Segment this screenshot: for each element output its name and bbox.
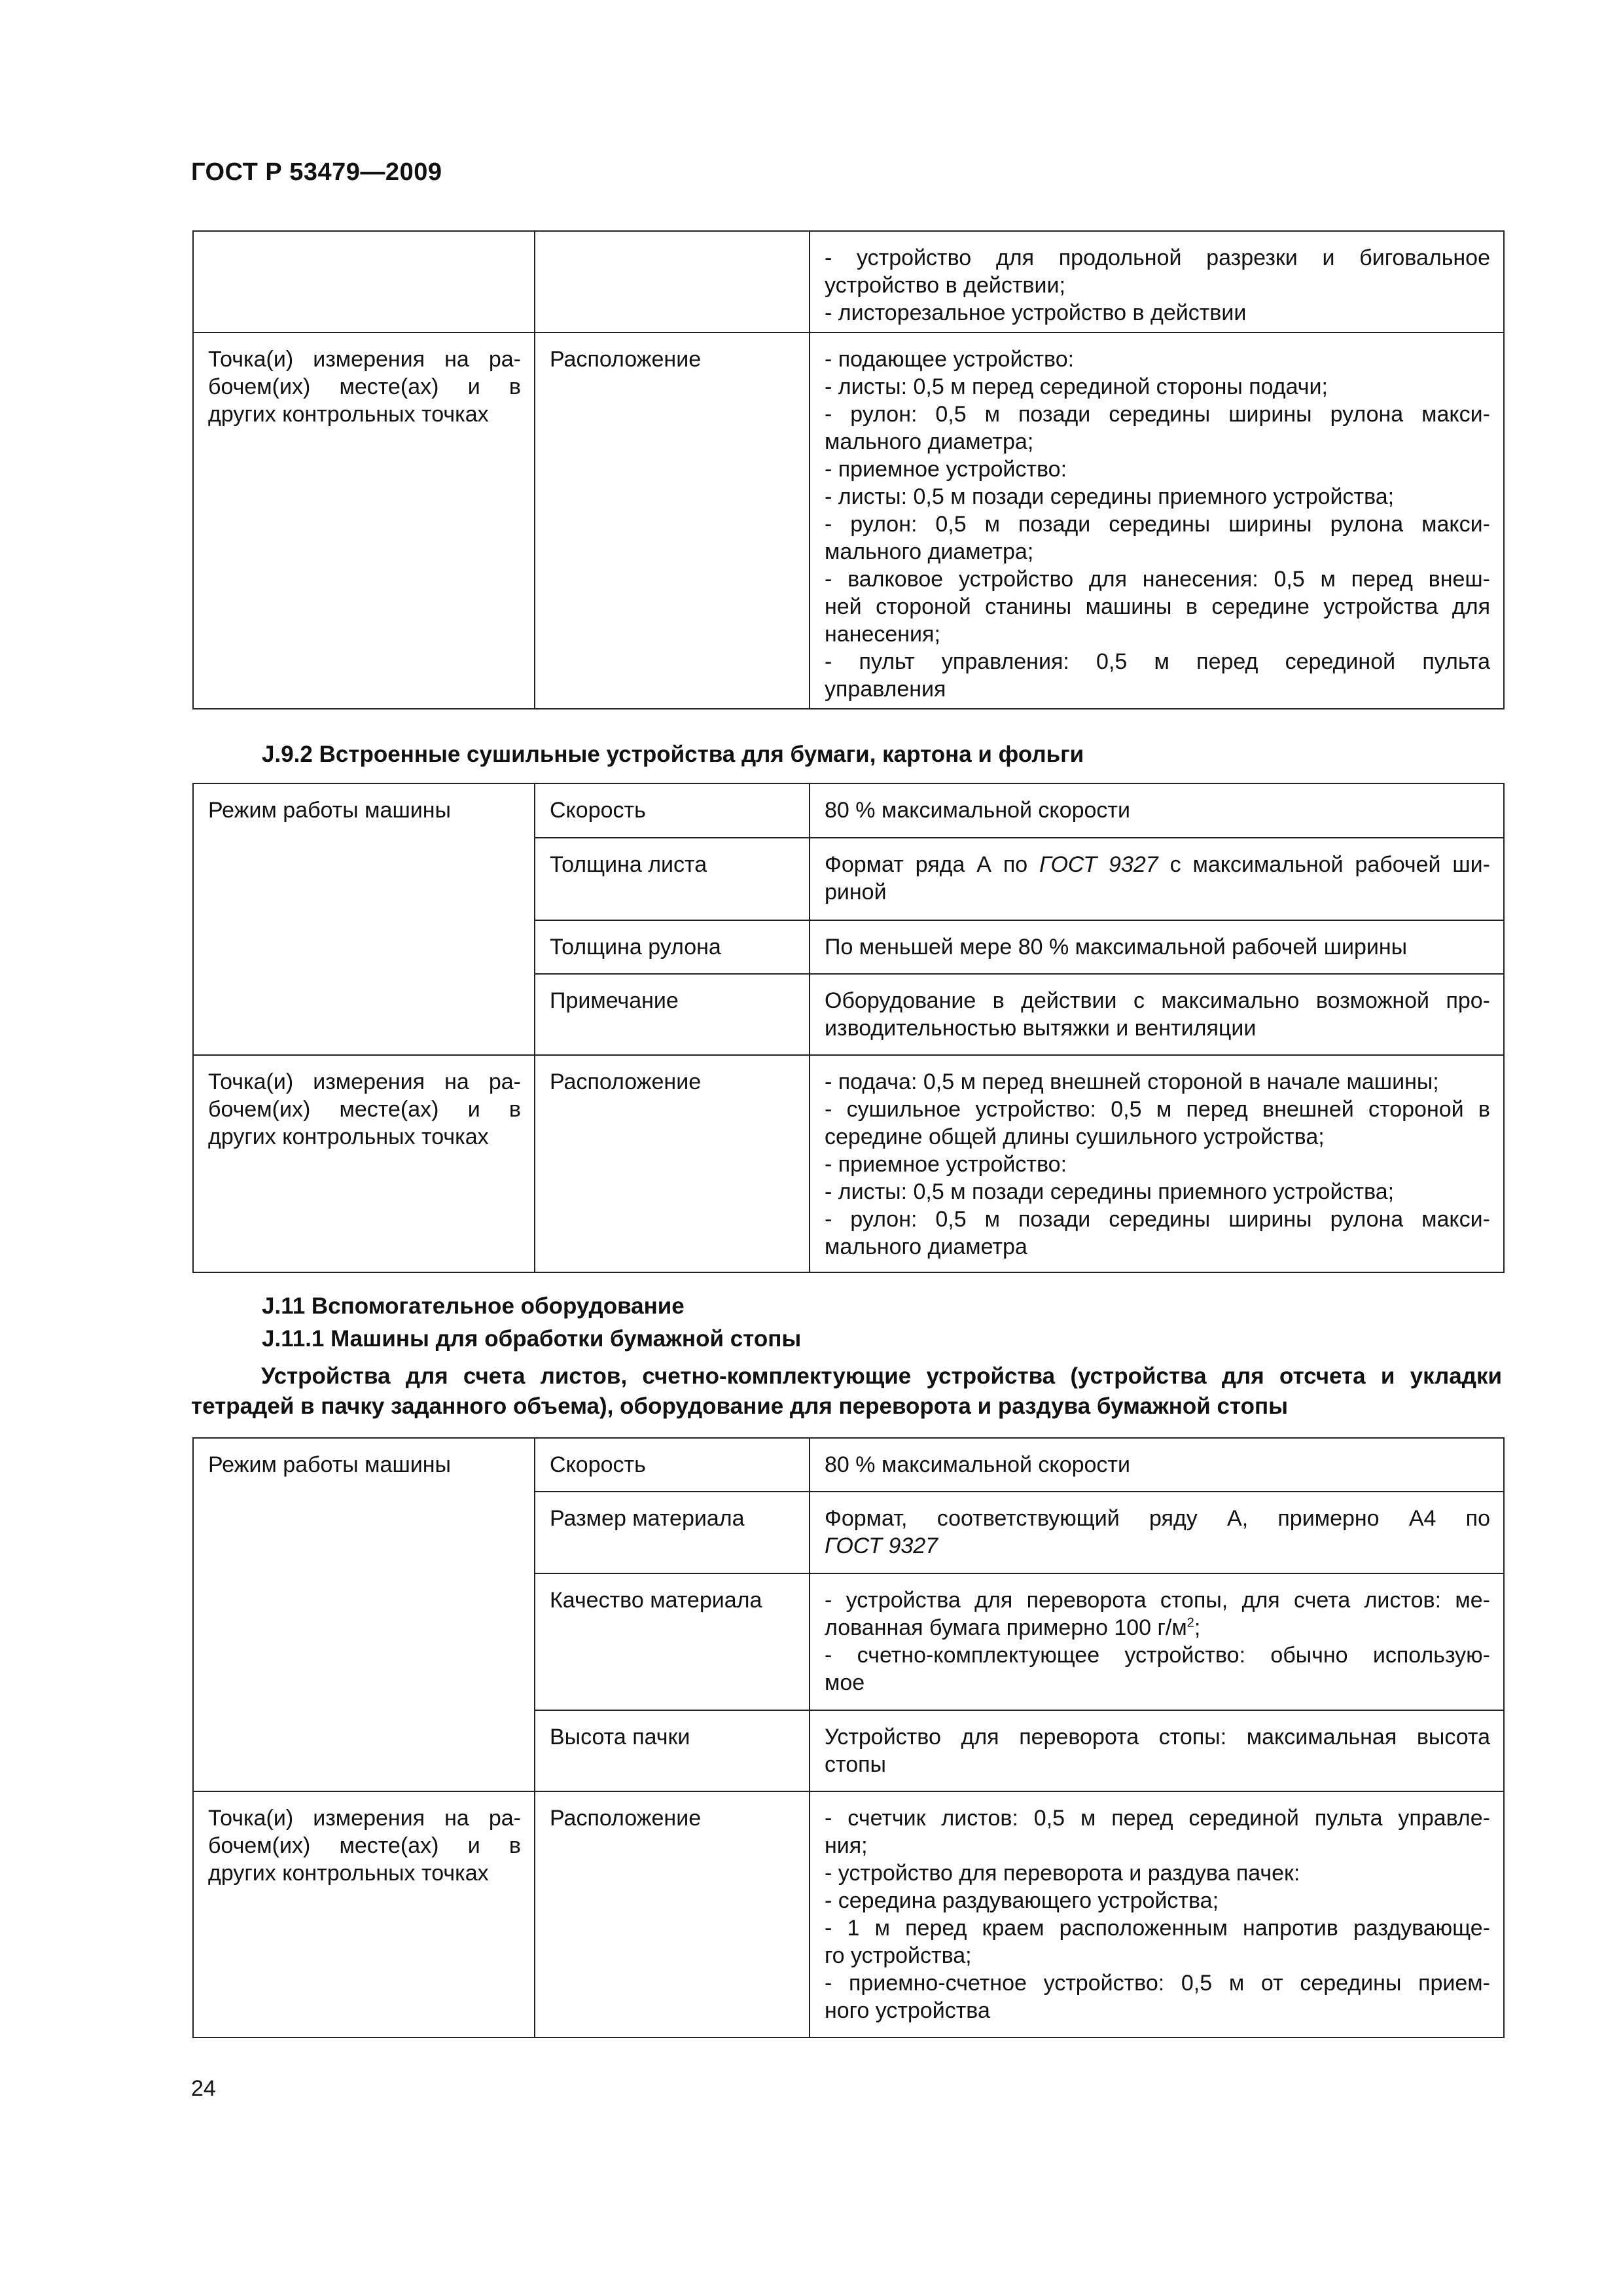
table-3 [192, 1437, 1505, 2038]
value-cell: По меньшей мере 80 % максимальной рабочей ширины [810, 920, 1504, 974]
value-cell: - подающее устройство: - листы: 0,5 м перед серединой стороны подачи; - рулон: 0,5 м позади середины ширины рулона макси- мального диаметра; - приемное устройство: - листы: 0,5 м позади середины приемного устройства; - рулон: 0,5 м позади середины ширины рулона макси- мального диаметра; - валковое устройство для нанесения: 0,5 м перед внеш- ней стороной станины машины в середине устройства для нанесения; - пульт управления: 0,5 м перед серединой пульта управления [810, 332, 1504, 709]
value-cell: 80 % максимальной скорости [810, 783, 1504, 838]
param-cell: Качество материала [535, 1573, 810, 1710]
param-cell: Примечание [535, 974, 810, 1055]
value-cell: Формат ряда А по ГОСТ 9327 с максимальной рабочей ши- риной [810, 838, 1504, 920]
value-cell: - подача: 0,5 м перед внешней стороной в начале машины; - сушильное устройство: 0,5 м перед внешней стороной в середине общей длины сушильного устройства; - приемное устройство: - листы: 0,5 м позади середины приемного устройства; - рулон: 0,5 м позади середины ширины рулона макси- мального диаметра [810, 1055, 1504, 1272]
table-2 [192, 783, 1505, 1273]
table-1 [192, 230, 1505, 709]
measurement-points-cell: Точка(и) измерения на ра- бочем(их) месте(ах) и в других контрольных точках [193, 1791, 535, 2037]
measurement-points-cell: Точка(и) измерения на ра- бочем(их) месте(ах) и в других контрольных точках [193, 332, 535, 709]
value-cell: - счетчик листов: 0,5 м перед серединой пульта управле- ния; - устройство для переворота и раздува пачек: - середина раздувающего устройства; - 1 м перед краем расположенным напротив раздувающе- го устройства; - приемно-счетное устройство: 0,5 м от середины прием- ного устройства [810, 1791, 1504, 2037]
param-cell: Расположение [535, 1791, 810, 2037]
param-cell: Расположение [535, 1055, 810, 1272]
document-code: ГОСТ Р 53479—2009 [191, 158, 442, 186]
section-heading: J.9.2 Встроенные сушильные устройства для бумаги, картона и фольги [262, 742, 1084, 767]
table-row [193, 332, 1504, 709]
standard-reference: ГОСТ 9327 [825, 1534, 938, 1558]
mode-label-cell: Режим работы машины [193, 783, 535, 1055]
value-cell: - устройство для продольной разрезки и биговальное устройство в действии; - листорезальное устройство в действии [810, 231, 1504, 332]
value-cell: Формат, соответствующий ряду А, примерно А4 по ГОСТ 9327 [810, 1492, 1504, 1573]
section-heading: J.11 Вспомогательное оборудование [262, 1293, 685, 1319]
table-row [193, 1055, 1504, 1272]
subsection-heading: J.11.1 Машины для обработки бумажной стопы [262, 1326, 802, 1352]
mode-label-cell: Режим работы машины [193, 1438, 535, 1791]
value-cell: Устройство для переворота стопы: максимальная высота стопы [810, 1710, 1504, 1791]
table-row [193, 783, 1504, 838]
table-row [193, 1438, 1504, 1492]
value-cell: Оборудование в действии с максимально возможной про- изводительностью вытяжки и вентиляции [810, 974, 1504, 1055]
standard-reference: ГОСТ 9327 [1039, 852, 1158, 877]
page-number: 24 [191, 2076, 216, 2101]
param-cell: Высота пачки [535, 1710, 810, 1791]
table-row [193, 231, 1504, 332]
param-cell: Скорость [535, 1438, 810, 1492]
table-row [193, 1791, 1504, 2037]
value-cell: - устройства для переворота стопы, для счета листов: ме- лованная бумага примерно 100 $г/м^2$; - счетно-комплектующее устройство: обычно использую- мое [810, 1573, 1504, 1710]
measurement-points-cell: Точка(и) измерения на ра- бочем(их) месте(ах) и в других контрольных точках [193, 1055, 535, 1272]
intro-paragraph: Устройства для счета листов, счетно-комплектующие устройства (устройства для отсчета и укладки тетрадей в пачку заданного объема), оборудование для переворота и раздува бумажной стопы [191, 1363, 1502, 1419]
param-cell: Расположение [535, 332, 810, 709]
param-cell: Размер материала [535, 1492, 810, 1573]
param-cell: Толщина рулона [535, 920, 810, 974]
param-cell: Толщина листа [535, 838, 810, 920]
value-cell: 80 % максимальной скорости [810, 1438, 1504, 1492]
param-cell: Скорость [535, 783, 810, 838]
